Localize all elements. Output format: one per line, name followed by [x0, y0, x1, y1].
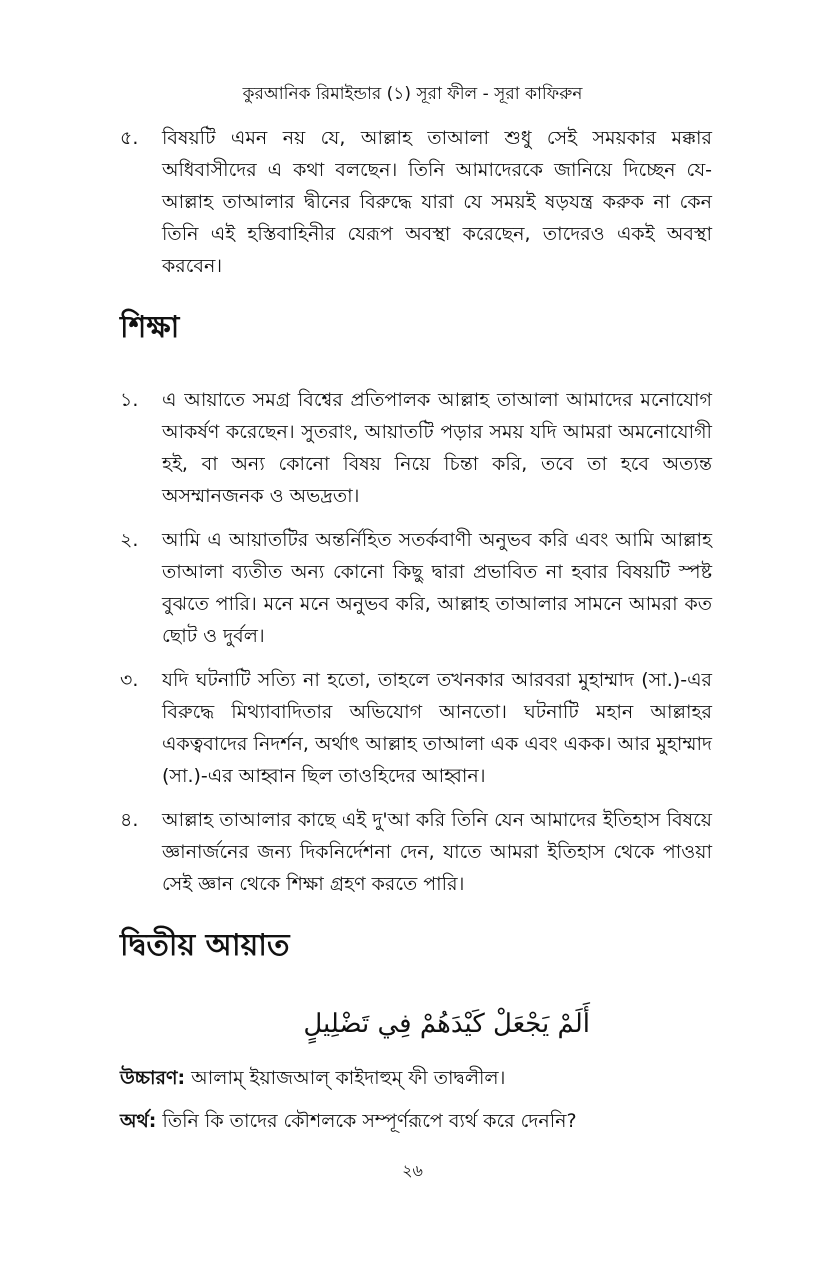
- pronunciation-text: আলাম্ ইয়াজআল্ কাইদাহুম্ ফী তাদ্বলীল।: [191, 1067, 506, 1089]
- item-number: ২.: [120, 529, 139, 551]
- list-item: [120, 122, 712, 282]
- intro-list: [120, 122, 712, 282]
- pronunciation-label: উচ্চারণ:: [120, 1067, 186, 1089]
- list-item: [120, 384, 712, 512]
- lessons-list: [120, 384, 712, 900]
- running-header: কুরআনিক রিমাইন্ডার (১) সূরা ফীল - সূরা কাফিরুন: [242, 84, 583, 104]
- arabic-verse: أَلَمْ يَجْعَلْ كَيْدَهُمْ فِي تَضْلِيلٍ: [303, 1009, 590, 1039]
- meaning-label: অর্থ:: [120, 1110, 157, 1132]
- item-number: ৩.: [120, 669, 139, 691]
- list-item: [120, 664, 712, 792]
- meaning-text: তিনি কি তাদের কৌশলকে সম্পূর্ণরূপে ব্যর্থ করে দেননি?: [162, 1110, 577, 1132]
- item-text: আমি এ আয়াতটির অন্তর্নিহিত সতর্কবাণী অনুভব করি এবং আমি আল্লাহ তাআলা ব্যতীত অন্য কোনো কিছু দ্বারা প্রভাবিত না হবার বিষয়টি স্পষ্ট বুঝতে পারি। মনে মনে অনুভব করি, আল্লাহ তাআলার সামনে আমরা কত ছোট ও দুর্বল।: [162, 529, 712, 647]
- item-text: আল্লাহ তাআলার কাছে এই দু'আ করি তিনি যেন আমাদের ইতিহাস বিষয়ে জ্ঞানার্জনের জন্য দিকনির্দেশনা দেন, যাতে আমরা ইতিহাস থেকে পাওয়া সেই জ্ঞান থেকে শিক্ষা গ্রহণ করতে পারি।: [162, 809, 712, 895]
- item-text: এ আয়াতে সমগ্র বিশ্বের প্রতিপালক আল্লাহ তাআলা আমাদের মনোযোগ আকর্ষণ করেছেন। সুতরাং, আয়াতটি পড়ার সময় যদি আমরা অমনোযোগী হই, বা অন্য কোনো বিষয় নিয়ে চিন্তা করি, তবে তা হবে অত্যন্ত অসম্মানজনক ও অভদ্রতা।: [162, 389, 712, 507]
- section-heading-second-verse: দ্বিতীয় আয়াত: [120, 928, 290, 963]
- page-number: ২৬: [402, 1161, 423, 1180]
- section-heading-lessons: শিক্ষা: [120, 310, 180, 345]
- item-number: ৪.: [120, 809, 139, 831]
- item-number: ৫.: [120, 127, 139, 149]
- item-number: ১.: [120, 389, 139, 411]
- list-item: [120, 804, 712, 900]
- pronunciation-line: [120, 1063, 712, 1093]
- item-text: যদি ঘটনাটি সত্যি না হতো, তাহলে তখনকার আরবরা মুহাম্মাদ (সা.)-এর বিরুদ্ধে মিথ্যাবাদিতার অভিযোগ আনতো। ঘটনাটি মহান আল্লাহর একত্ববাদের নিদর্শন, অর্থাৎ আল্লাহ তাআলা এক এবং একক। আর মুহাম্মাদ (সা.)-এর আহ্বান ছিল তাওহিদের আহ্বান।: [162, 669, 712, 787]
- meaning-line: [120, 1106, 712, 1136]
- list-item: [120, 524, 712, 652]
- item-text: বিষয়টি এমন নয় যে, আল্লাহ তাআলা শুধু সেই সময়কার মক্কার অধিবাসীদের এ কথা বলছেন। তিনি আমাদেরকে জানিয়ে দিচ্ছেন যে- আল্লাহ তাআলার দ্বীনের বিরুদ্ধে যারা যে সময়ই ষড়যন্ত্র করুক না কেন তিনি এই হস্তিবাহিনীর যেরূপ অবস্থা করেছেন, তাদেরও একই অবস্থা করবেন।: [162, 127, 712, 277]
